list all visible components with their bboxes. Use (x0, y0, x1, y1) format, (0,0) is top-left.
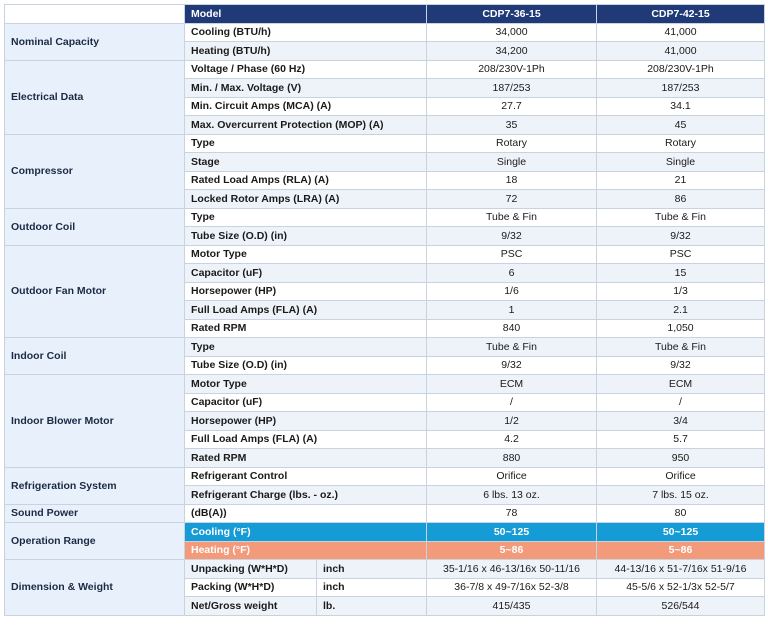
parameter-label: Min. Circuit Amps (MCA) (A) (185, 97, 427, 116)
model-2-value: 80 (597, 504, 765, 523)
spec-row (5, 504, 765, 523)
model-1-value: 18 (427, 171, 597, 190)
model-1-value: 880 (427, 449, 597, 468)
model-1-value: 6 (427, 264, 597, 283)
model-2-value: 187/253 (597, 79, 765, 98)
header-row (5, 5, 765, 24)
spec-row (5, 523, 765, 542)
model-2-value: PSC (597, 245, 765, 264)
model-2-value: 15 (597, 264, 765, 283)
parameter-label: Refrigerant Charge (lbs. - oz.) (185, 486, 427, 505)
parameter-label: Motor Type (185, 245, 427, 264)
model-2-value: 2.1 (597, 301, 765, 320)
spec-row (5, 560, 765, 579)
parameter-label: Rated Load Amps (RLA) (A) (185, 171, 427, 190)
parameter-label: Stage (185, 153, 427, 172)
model-1-value: / (427, 393, 597, 412)
parameter-label: Motor Type (185, 375, 427, 394)
model-1-value: 208/230V-1Ph (427, 60, 597, 79)
parameter-label: Packing (W*H*D) (185, 578, 317, 597)
model-2-value: 45 (597, 116, 765, 135)
parameter-label: Capacitor (uF) (185, 393, 427, 412)
category-label: Dimension & Weight (5, 560, 185, 616)
category-label: Compressor (5, 134, 185, 208)
parameter-label: Heating (°F) (185, 541, 427, 560)
model-2-value: 45-5/6 x 52-1/3x 52-5/7 (597, 578, 765, 597)
model-1-value: 5~86 (427, 541, 597, 560)
spec-row (5, 338, 765, 357)
model-1-value: Tube & Fin (427, 338, 597, 357)
model-2-value: 41,000 (597, 23, 765, 42)
parameter-label: Cooling (°F) (185, 523, 427, 542)
spec-body (5, 23, 765, 615)
model-1-value: 840 (427, 319, 597, 338)
parameter-label: Horsepower (HP) (185, 282, 427, 301)
model-2-value: Single (597, 153, 765, 172)
parameter-label: Locked Rotor Amps (LRA) (A) (185, 190, 427, 209)
category-label: Indoor Blower Motor (5, 375, 185, 468)
parameter-label: Full Load Amps (FLA) (A) (185, 430, 427, 449)
parameter-label: Full Load Amps (FLA) (A) (185, 301, 427, 320)
spec-row (5, 208, 765, 227)
model-1-value: 4.2 (427, 430, 597, 449)
model-1-value: PSC (427, 245, 597, 264)
category-label: Electrical Data (5, 60, 185, 134)
spec-row (5, 375, 765, 394)
model-1-value: 78 (427, 504, 597, 523)
model-2-value: 44-13/16 x 51-7/16x 51-9/16 (597, 560, 765, 579)
model-1-value: 9/32 (427, 227, 597, 246)
spec-table (4, 4, 765, 616)
unit-label: inch (317, 560, 427, 579)
unit-label: lb. (317, 597, 427, 616)
model-1-value: 36-7/8 x 49-7/16x 52-3/8 (427, 578, 597, 597)
category-label: Outdoor Fan Motor (5, 245, 185, 338)
spec-row (5, 245, 765, 264)
model-2-value: Tube & Fin (597, 208, 765, 227)
parameter-label: Horsepower (HP) (185, 412, 427, 431)
spec-row (5, 134, 765, 153)
parameter-label: Type (185, 208, 427, 227)
model-1-value: 1/6 (427, 282, 597, 301)
model-1-value: 34,200 (427, 42, 597, 61)
model-1-value: 27.7 (427, 97, 597, 116)
model-1-value: 187/253 (427, 79, 597, 98)
model-2-value: 5.7 (597, 430, 765, 449)
spec-row (5, 60, 765, 79)
model-2-value: 7 lbs. 15 oz. (597, 486, 765, 505)
model-2-value: 3/4 (597, 412, 765, 431)
model-1-value: 35-1/16 x 46-13/16x 50-11/16 (427, 560, 597, 579)
model-2-value: 950 (597, 449, 765, 468)
model-2-value: / (597, 393, 765, 412)
parameter-label: Max. Overcurrent Protection (MOP) (A) (185, 116, 427, 135)
model-2-value: 41,000 (597, 42, 765, 61)
model-2-value: 208/230V-1Ph (597, 60, 765, 79)
model-1-value: 415/435 (427, 597, 597, 616)
model-2-value: 1,050 (597, 319, 765, 338)
parameter-label: (dB(A)) (185, 504, 427, 523)
category-label: Outdoor Coil (5, 208, 185, 245)
parameter-label: Net/Gross weight (185, 597, 317, 616)
category-label: Operation Range (5, 523, 185, 560)
category-label: Sound Power (5, 504, 185, 523)
parameter-label: Capacitor (uF) (185, 264, 427, 283)
model-2-value: Orifice (597, 467, 765, 486)
parameter-label: Tube Size (O.D) (in) (185, 356, 427, 375)
model-1-value: Rotary (427, 134, 597, 153)
model-1-value: 9/32 (427, 356, 597, 375)
model-2-value: 50~125 (597, 523, 765, 542)
model-2-value: Rotary (597, 134, 765, 153)
parameter-label: Heating (BTU/h) (185, 42, 427, 61)
model-1-value: 1 (427, 301, 597, 320)
model-2-value: 526/544 (597, 597, 765, 616)
model-2-value: 21 (597, 171, 765, 190)
parameter-label: Voltage / Phase (60 Hz) (185, 60, 427, 79)
model-1-value: Single (427, 153, 597, 172)
model-1-header: CDP7-36-15 (427, 5, 597, 24)
model-1-value: 34,000 (427, 23, 597, 42)
model-2-value: 5~86 (597, 541, 765, 560)
parameter-label: Rated RPM (185, 449, 427, 468)
model-1-value: 1/2 (427, 412, 597, 431)
model-2-value: Tube & Fin (597, 338, 765, 357)
category-label: Nominal Capacity (5, 23, 185, 60)
model-header: Model (185, 5, 427, 24)
header-blank (5, 5, 185, 24)
model-1-value: 50~125 (427, 523, 597, 542)
category-label: Indoor Coil (5, 338, 185, 375)
model-1-value: 35 (427, 116, 597, 135)
model-2-value: 9/32 (597, 356, 765, 375)
model-2-value: 34.1 (597, 97, 765, 116)
model-2-header: CDP7-42-15 (597, 5, 765, 24)
parameter-label: Cooling (BTU/h) (185, 23, 427, 42)
category-label: Refrigeration System (5, 467, 185, 504)
unit-label: inch (317, 578, 427, 597)
model-1-value: ECM (427, 375, 597, 394)
parameter-label: Rated RPM (185, 319, 427, 338)
parameter-label: Unpacking (W*H*D) (185, 560, 317, 579)
spec-row (5, 467, 765, 486)
parameter-label: Type (185, 134, 427, 153)
model-1-value: 6 lbs. 13 oz. (427, 486, 597, 505)
model-1-value: Tube & Fin (427, 208, 597, 227)
parameter-label: Tube Size (O.D) (in) (185, 227, 427, 246)
spec-row (5, 23, 765, 42)
model-1-value: Orifice (427, 467, 597, 486)
model-2-value: ECM (597, 375, 765, 394)
parameter-label: Type (185, 338, 427, 357)
parameter-label: Refrigerant Control (185, 467, 427, 486)
model-2-value: 86 (597, 190, 765, 209)
model-1-value: 72 (427, 190, 597, 209)
model-2-value: 9/32 (597, 227, 765, 246)
parameter-label: Min. / Max. Voltage (V) (185, 79, 427, 98)
model-2-value: 1/3 (597, 282, 765, 301)
